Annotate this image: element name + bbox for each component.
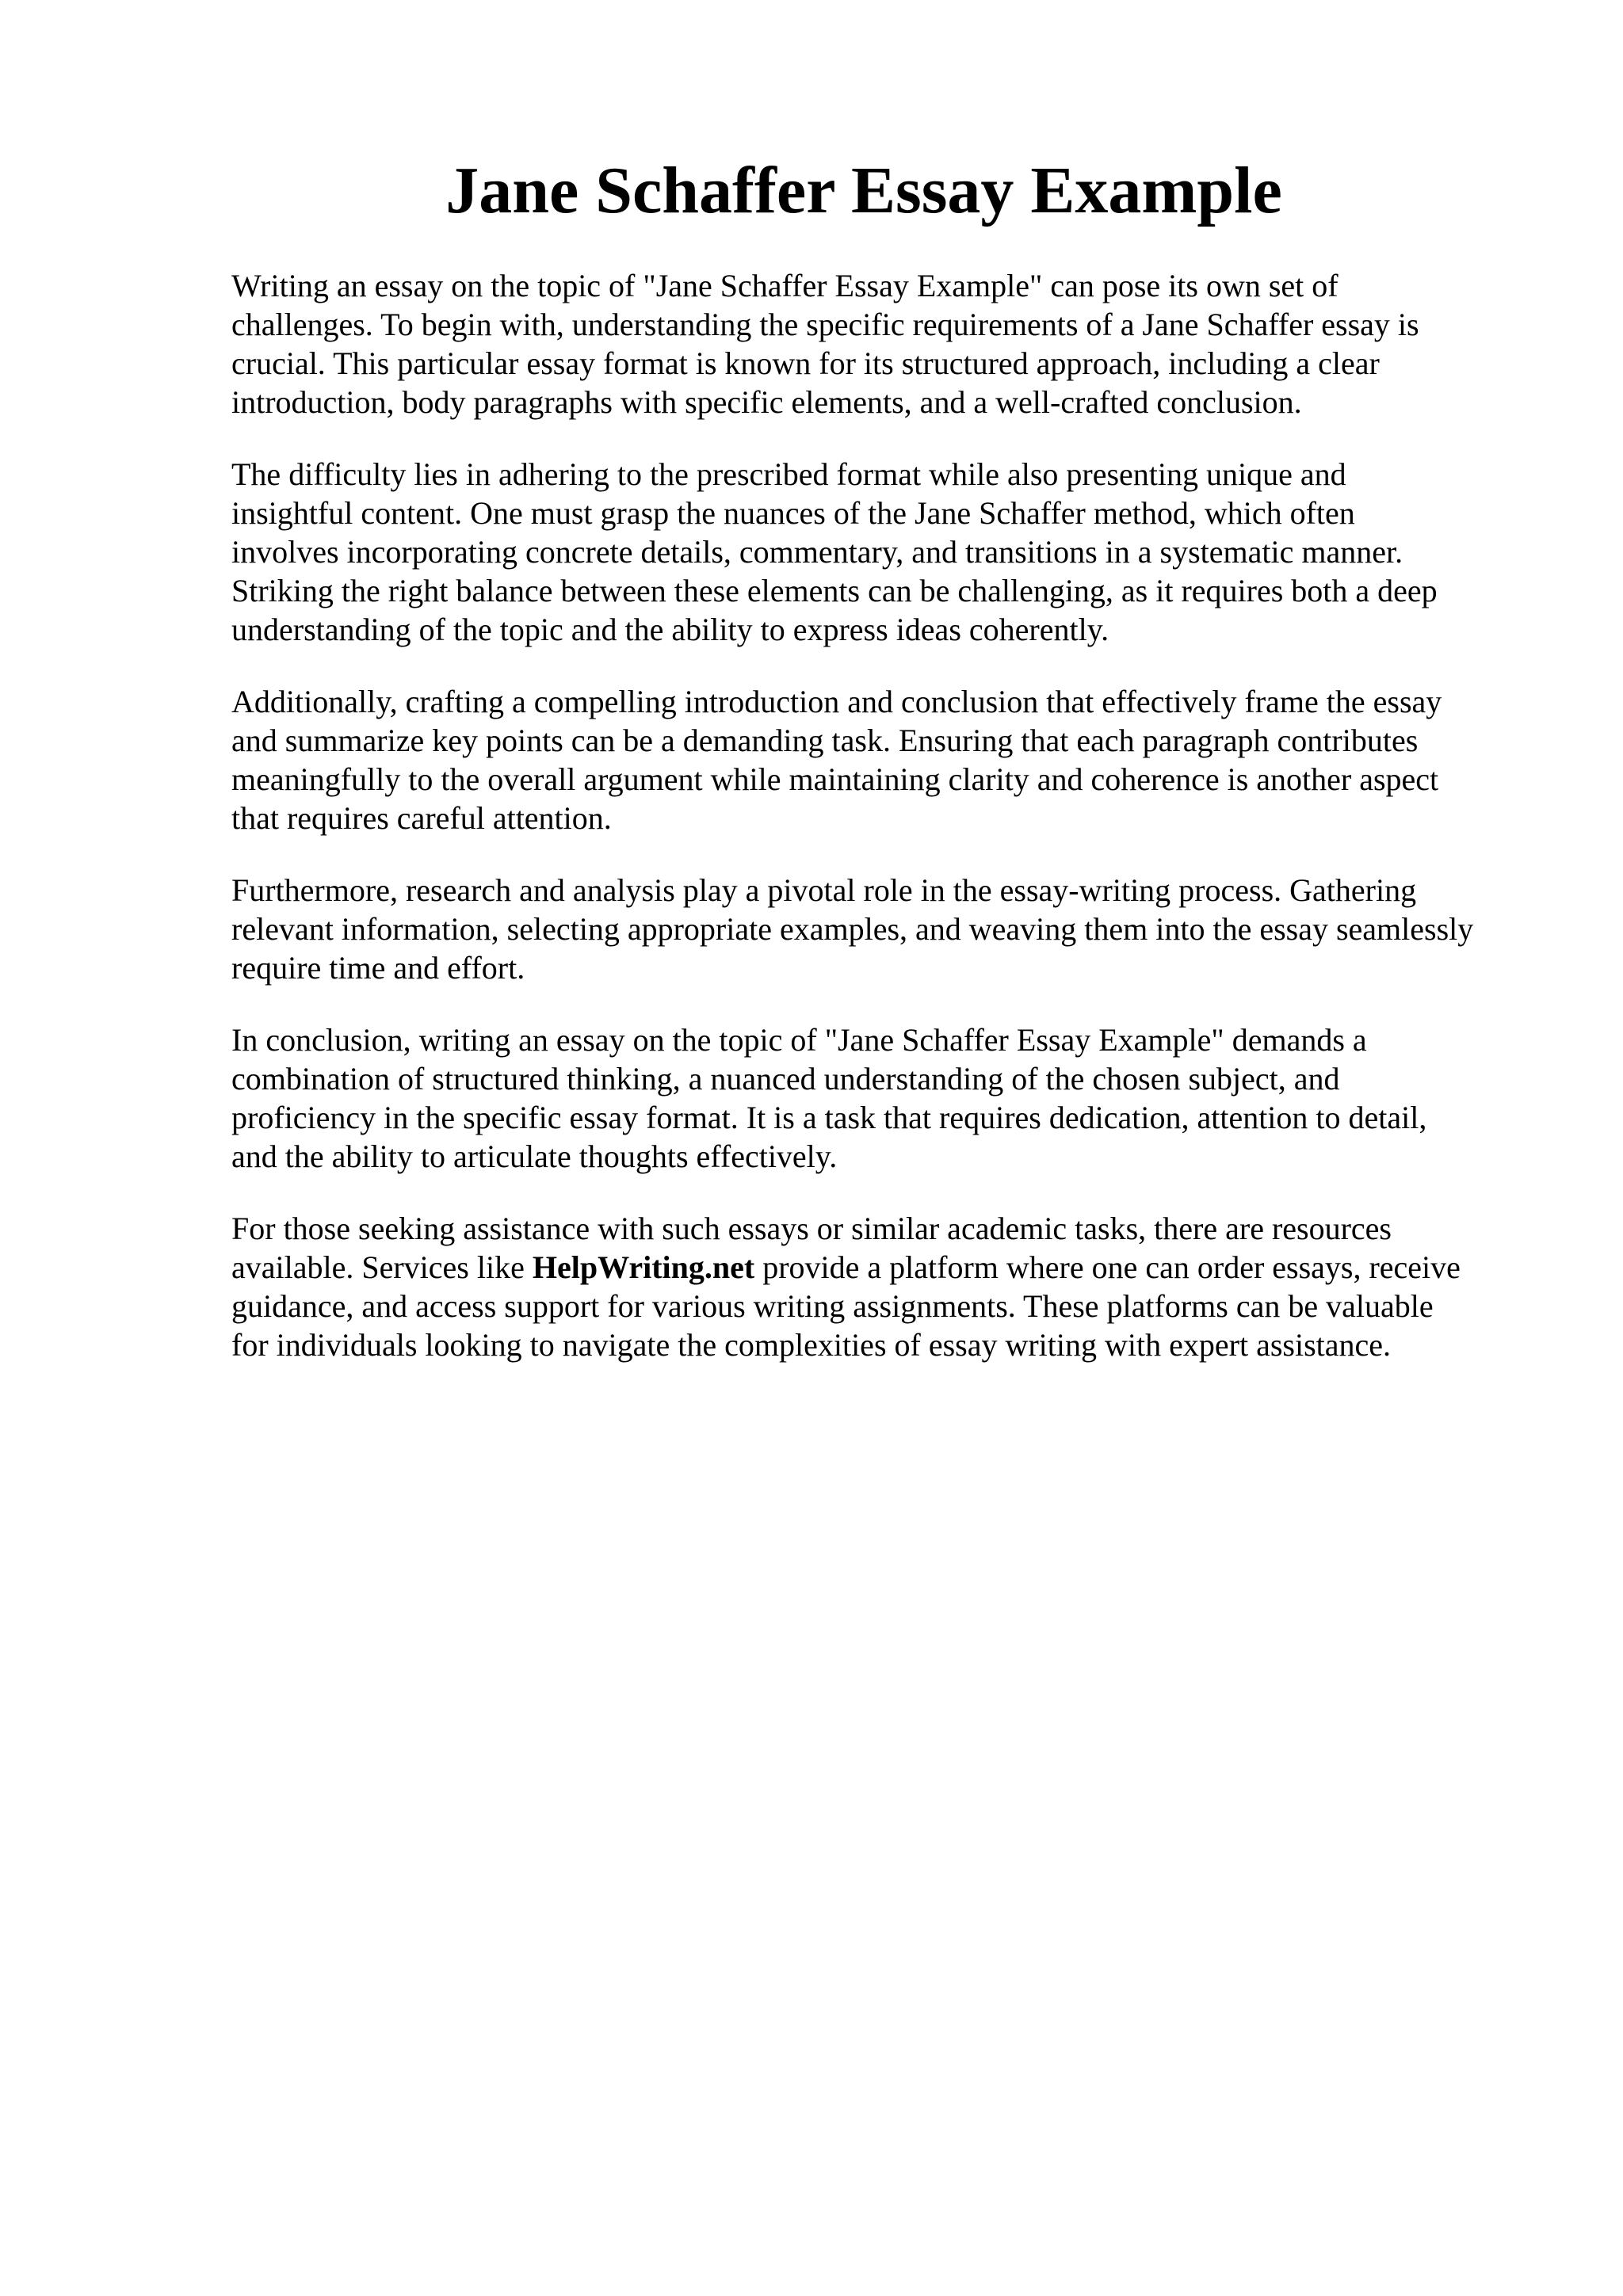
text-line: insightful content. One must grasp the nuances of the Jane Schaffer method, which often (231, 495, 1355, 531)
text-segment: available. Services like (231, 1249, 533, 1285)
text-line: Additionally, crafting a compelling introduction and conclusion that effectively frame the essay (231, 684, 1442, 719)
text-line: and summarize key points can be a demanding task. Ensuring that each paragraph contributes (231, 723, 1419, 758)
paragraph-list (231, 266, 1547, 1176)
text-line: meaningfully to the overall argument while maintaining clarity and coherence is another aspect (231, 761, 1439, 797)
text-line: understanding of the topic and the ability to express ideas coherently. (231, 612, 1109, 647)
text-line: challenges. To begin with, understanding the specific requirements of a Jane Schaffer essay is (231, 307, 1419, 342)
text-line: that requires careful attention. (231, 800, 612, 836)
text-line: relevant information, selecting appropriate examples, and weaving them into the essay seamlessly (231, 911, 1474, 947)
text-line: Furthermore, research and analysis play a pivotal role in the essay-writing process. Gathering (231, 872, 1417, 908)
text-line: for individuals looking to navigate the complexities of essay writing with expert assistance. (231, 1327, 1392, 1363)
text-line: Striking the right balance between these elements can be challenging, as it requires both a deep (231, 573, 1438, 608)
paragraph (231, 871, 1547, 987)
text-line: require time and effort. (231, 950, 525, 986)
text-line: crucial. This particular essay format is known for its structured approach, including a clear (231, 345, 1380, 381)
paragraph (231, 266, 1547, 421)
paragraph (231, 682, 1547, 837)
essay-body (231, 266, 1547, 1398)
text-line: For those seeking assistance with such essays or similar academic tasks, there are resources (231, 1211, 1392, 1246)
text-line: and the ability to articulate thoughts effectively. (231, 1138, 838, 1174)
text-segment: provide a platform where one can order essays, receive (754, 1249, 1461, 1285)
text-line: involves incorporating concrete details, commentary, and transitions in a systematic manner. (231, 534, 1403, 570)
paragraph (231, 1020, 1547, 1176)
text-line: proficiency in the specific essay format. It is a task that requires dedication, attention to detail, (231, 1100, 1427, 1135)
paragraph-resources (231, 1209, 1547, 1364)
text-line: Writing an essay on the topic of "Jane Schaffer Essay Example" can pose its own set of (231, 268, 1338, 303)
text-line (231, 1248, 1547, 1287)
text-line: In conclusion, writing an essay on the topic of "Jane Schaffer Essay Example" demands a (231, 1022, 1367, 1058)
text-line: introduction, body paragraphs with specific elements, and a well-crafted conclusion. (231, 384, 1302, 420)
text-line: combination of structured thinking, a nuanced understanding of the chosen subject, and (231, 1061, 1340, 1097)
text-line: guidance, and access support for various writing assignments. These platforms can be valuable (231, 1288, 1434, 1324)
paragraph (231, 455, 1547, 649)
page-title: Jane Schaffer Essay Example (445, 154, 1282, 227)
text-line: The difficulty lies in adhering to the prescribed format while also presenting unique and (231, 456, 1346, 492)
helpwriting-link[interactable]: HelpWriting.net (532, 1249, 755, 1285)
